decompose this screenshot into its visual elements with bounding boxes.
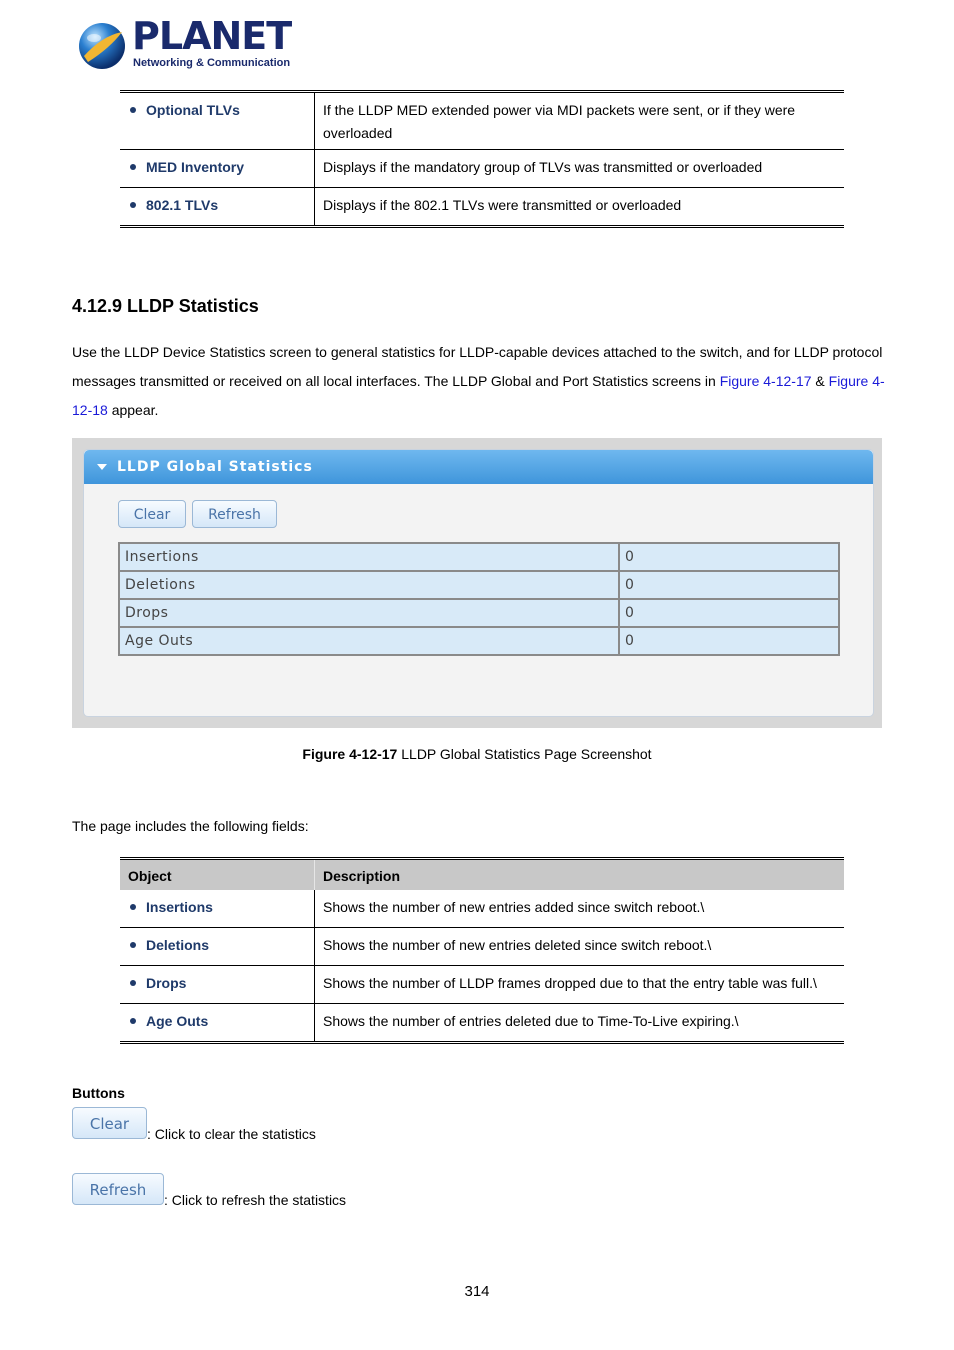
object-name: Optional TLVs: [146, 102, 240, 118]
clear-description: : Click to clear the statistics: [147, 1126, 316, 1142]
globe-icon: [76, 18, 128, 72]
figure-caption: Figure 4-12-17 LLDP Global Statistics Page Screenshot: [302, 746, 652, 762]
stat-label: Deletions: [119, 571, 619, 599]
bullet-icon: [130, 980, 136, 986]
collapse-triangle-icon[interactable]: [97, 464, 107, 470]
fields-intro: The page includes the following fields:: [72, 818, 309, 834]
planet-logo: [76, 14, 292, 72]
stat-value: 0: [619, 599, 839, 627]
object-name: Insertions: [146, 899, 213, 915]
object-name: MED Inventory: [146, 159, 245, 175]
table-row: [119, 571, 839, 599]
bullet-icon: [130, 202, 136, 208]
fields-table: [120, 857, 844, 1044]
object-description: Shows the number of LLDP frames dropped due to that the entry table was full.\: [323, 975, 817, 991]
page-number: 314: [464, 1283, 490, 1300]
statistics-table: [118, 542, 840, 656]
table-header-row: [120, 859, 844, 891]
object-name: Deletions: [146, 937, 210, 953]
figure-screenshot: [72, 438, 882, 728]
refresh-description: : Click to refresh the statistics: [164, 1192, 347, 1208]
table-row: [120, 1004, 844, 1043]
clear-button[interactable]: Clear: [118, 500, 186, 528]
logo-wordmark: PLANET: [132, 14, 292, 58]
lldp-global-statistics-panel: [83, 449, 874, 717]
section-paragraph: Use the LLDP Device Statistics screen to general statistics for LLDP-capable devices attached to the switch, and for LLDP protocol messages transmitted or received on all local interfaces. The LLDP Global and Port Statistics screens in Figure 4-12-17 & Figure 4-12-18 appear.: [72, 344, 885, 418]
bullet-icon: [130, 942, 136, 948]
stat-label: Drops: [119, 599, 619, 627]
table-row: [119, 599, 839, 627]
bullet-icon: [130, 107, 136, 113]
object-description: Displays if the mandatory group of TLVs was transmitted or overloaded: [323, 159, 763, 175]
tlv-table: [120, 90, 844, 228]
stat-label: Insertions: [119, 543, 619, 571]
panel-title: LLDP Global Statistics: [117, 459, 313, 475]
buttons-heading: Buttons: [72, 1085, 125, 1101]
object-description: If the LLDP MED extended power via MDI packets were sent, or if they were overloaded: [323, 102, 796, 141]
table-row: [120, 890, 844, 928]
table-row: [120, 966, 844, 1004]
object-description: Shows the number of entries deleted due to Time-To-Live expiring.\: [323, 1013, 739, 1029]
figure-link[interactable]: Figure 4-12-18: [72, 373, 885, 418]
stat-value: 0: [619, 571, 839, 599]
stat-value: 0: [619, 543, 839, 571]
bullet-icon: [130, 904, 136, 910]
clear-button[interactable]: Clear: [72, 1107, 147, 1139]
bullet-icon: [130, 164, 136, 170]
object-name: 802.1 TLVs: [146, 197, 219, 213]
refresh-button[interactable]: Refresh: [72, 1173, 164, 1205]
table-row: [120, 150, 844, 188]
refresh-button[interactable]: Refresh: [192, 500, 277, 528]
column-header: Description: [315, 859, 845, 891]
bullet-icon: [130, 1018, 136, 1024]
object-name: Drops: [146, 975, 187, 991]
figure-link[interactable]: Figure 4-12-17: [719, 373, 812, 389]
object-description: Shows the number of new entries added since switch reboot.\: [323, 899, 705, 915]
table-row: [119, 543, 839, 571]
stat-label: Age Outs: [119, 627, 619, 655]
object-name: Age Outs: [146, 1013, 209, 1029]
table-row: [120, 928, 844, 966]
logo-tagline: Networking & Communication: [133, 57, 291, 69]
panel-header[interactable]: [84, 450, 873, 484]
object-description: Shows the number of new entries deleted since switch reboot.\: [323, 937, 712, 953]
table-row: [120, 188, 844, 227]
table-row: [119, 627, 839, 655]
stat-value: 0: [619, 627, 839, 655]
table-row: [120, 92, 844, 150]
column-header: Object: [120, 859, 315, 891]
object-description: Displays if the 802.1 TLVs were transmitted or overloaded: [323, 197, 682, 213]
section-title: 4.12.9 LLDP Statistics: [72, 296, 259, 316]
